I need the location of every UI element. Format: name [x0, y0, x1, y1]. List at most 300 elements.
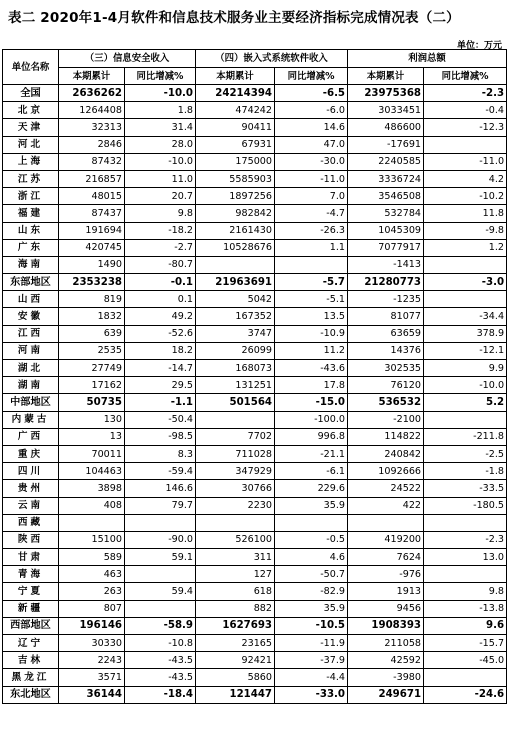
- cell-yoy: -33.5: [424, 480, 507, 497]
- cell-yoy: 13.5: [275, 308, 348, 325]
- cell-yoy: -5.7: [275, 274, 348, 291]
- region-name: 云南: [3, 497, 59, 514]
- region-name: 中部地区: [3, 394, 59, 411]
- table-row: [3, 291, 507, 308]
- region-name: 四川: [3, 463, 59, 480]
- cell-yoy: -4.7: [275, 205, 348, 222]
- cell-yoy: -98.5: [125, 428, 196, 445]
- region-name: 甘肃: [3, 549, 59, 566]
- cell-yoy: 79.7: [125, 497, 196, 514]
- cell-yoy: 1.2: [424, 239, 507, 256]
- cell-yoy: -12.3: [424, 119, 507, 136]
- cell-cumulative: [348, 514, 424, 531]
- cell-yoy: -50.7: [275, 566, 348, 583]
- cell-yoy: -2.5: [424, 445, 507, 462]
- table-row: [3, 583, 507, 600]
- region-name: 东北地区: [3, 686, 59, 703]
- cell-yoy: -12.1: [424, 342, 507, 359]
- cell-yoy: -2.3: [424, 85, 507, 102]
- cell-cumulative: [196, 256, 275, 273]
- cell-cumulative: 2243: [59, 652, 125, 669]
- cell-yoy: 4.2: [424, 170, 507, 187]
- table-row: [3, 188, 507, 205]
- table-row: [3, 205, 507, 222]
- cell-cumulative: 3747: [196, 325, 275, 342]
- region-name: 吉林: [3, 652, 59, 669]
- cell-yoy: -50.4: [125, 411, 196, 428]
- table-row: [3, 377, 507, 394]
- cell-cumulative: 21280773: [348, 274, 424, 291]
- cell-yoy: 1.8: [125, 102, 196, 119]
- table-row: [3, 119, 507, 136]
- header-group-profit: 利润总额: [348, 50, 507, 68]
- cell-yoy: -3.0: [424, 274, 507, 291]
- cell-yoy: 5.2: [424, 394, 507, 411]
- cell-cumulative: 81077: [348, 308, 424, 325]
- region-name: 北京: [3, 102, 59, 119]
- cell-cumulative: 536532: [348, 394, 424, 411]
- header-yoy: 同比增减%: [125, 68, 196, 85]
- cell-yoy: -26.3: [275, 222, 348, 239]
- cell-cumulative: 7624: [348, 549, 424, 566]
- cell-yoy: -58.9: [125, 617, 196, 634]
- cell-yoy: 59.1: [125, 549, 196, 566]
- cell-yoy: -13.8: [424, 600, 507, 617]
- cell-yoy: -33.0: [275, 686, 348, 703]
- cell-yoy: [424, 514, 507, 531]
- table-row: [3, 136, 507, 153]
- cell-yoy: 8.3: [125, 445, 196, 462]
- cell-cumulative: 2161430: [196, 222, 275, 239]
- region-name: 天津: [3, 119, 59, 136]
- cell-cumulative: 5860: [196, 669, 275, 686]
- cell-cumulative: 50735: [59, 394, 125, 411]
- cell-cumulative: 87432: [59, 153, 125, 170]
- cell-cumulative: 13: [59, 428, 125, 445]
- region-name: 东部地区: [3, 274, 59, 291]
- cell-cumulative: -17691: [348, 136, 424, 153]
- cell-yoy: -18.4: [125, 686, 196, 703]
- cell-cumulative: 10528676: [196, 239, 275, 256]
- region-name: 西部地区: [3, 617, 59, 634]
- cell-yoy: -10.8: [125, 635, 196, 652]
- region-name: 山东: [3, 222, 59, 239]
- cell-yoy: -10.0: [424, 377, 507, 394]
- table-row-summary: [3, 85, 507, 102]
- cell-cumulative: 24522: [348, 480, 424, 497]
- region-name: 江苏: [3, 170, 59, 187]
- header-region: 单位名称: [3, 50, 59, 85]
- cell-yoy: -59.4: [125, 463, 196, 480]
- cell-yoy: -2.7: [125, 239, 196, 256]
- cell-cumulative: 2636262: [59, 85, 125, 102]
- cell-cumulative: 1897256: [196, 188, 275, 205]
- cell-cumulative: 3546508: [348, 188, 424, 205]
- cell-yoy: 9.8: [125, 205, 196, 222]
- cell-yoy: -18.2: [125, 222, 196, 239]
- cell-yoy: -15.0: [275, 394, 348, 411]
- cell-cumulative: 1832: [59, 308, 125, 325]
- table-row: [3, 428, 507, 445]
- cell-cumulative: 2535: [59, 342, 125, 359]
- region-name: 福建: [3, 205, 59, 222]
- cell-yoy: -90.0: [125, 531, 196, 548]
- cell-cumulative: 263: [59, 583, 125, 600]
- region-name: 重庆: [3, 445, 59, 462]
- cell-cumulative: 131251: [196, 377, 275, 394]
- cell-yoy: -1.1: [125, 394, 196, 411]
- table-row: [3, 635, 507, 652]
- cell-yoy: [424, 669, 507, 686]
- cell-yoy: -1.8: [424, 463, 507, 480]
- cell-cumulative: [196, 514, 275, 531]
- cell-yoy: [125, 600, 196, 617]
- cell-cumulative: -1413: [348, 256, 424, 273]
- cell-yoy: 59.4: [125, 583, 196, 600]
- cell-yoy: -80.7: [125, 256, 196, 273]
- cell-cumulative: 501564: [196, 394, 275, 411]
- cell-cumulative: 167352: [196, 308, 275, 325]
- cell-yoy: [275, 514, 348, 531]
- cell-yoy: -52.6: [125, 325, 196, 342]
- cell-cumulative: 1092666: [348, 463, 424, 480]
- region-name: 辽宁: [3, 635, 59, 652]
- cell-cumulative: 196146: [59, 617, 125, 634]
- cell-yoy: [125, 514, 196, 531]
- cell-yoy: 13.0: [424, 549, 507, 566]
- region-name: 广西: [3, 428, 59, 445]
- cell-cumulative: 211058: [348, 635, 424, 652]
- cell-yoy: 31.4: [125, 119, 196, 136]
- cell-cumulative: 26099: [196, 342, 275, 359]
- unit-label: 单位：万元: [456, 41, 502, 51]
- cell-yoy: -10.0: [125, 153, 196, 170]
- cell-cumulative: 23165: [196, 635, 275, 652]
- table-row: [3, 102, 507, 119]
- cell-cumulative: 1627693: [196, 617, 275, 634]
- cell-cumulative: 7702: [196, 428, 275, 445]
- cell-cumulative: 1908393: [348, 617, 424, 634]
- table-row: [3, 325, 507, 342]
- cell-yoy: [424, 566, 507, 583]
- cell-yoy: 14.6: [275, 119, 348, 136]
- table-row: [3, 411, 507, 428]
- header-cumulative: 本期累计: [348, 68, 424, 85]
- region-name: 全国: [3, 85, 59, 102]
- region-name: 新疆: [3, 600, 59, 617]
- cell-yoy: 7.0: [275, 188, 348, 205]
- cell-cumulative: 30330: [59, 635, 125, 652]
- cell-cumulative: 819: [59, 291, 125, 308]
- region-name: 浙江: [3, 188, 59, 205]
- table-row-summary: [3, 274, 507, 291]
- cell-cumulative: 90411: [196, 119, 275, 136]
- cell-cumulative: 17162: [59, 377, 125, 394]
- cell-cumulative: 807: [59, 600, 125, 617]
- cell-yoy: 229.6: [275, 480, 348, 497]
- cell-cumulative: 526100: [196, 531, 275, 548]
- table-row-summary: [3, 617, 507, 634]
- cell-cumulative: -976: [348, 566, 424, 583]
- table-row: [3, 514, 507, 531]
- cell-yoy: 146.6: [125, 480, 196, 497]
- cell-yoy: -30.0: [275, 153, 348, 170]
- cell-yoy: 29.5: [125, 377, 196, 394]
- page-title: 表二 2020年1-4月软件和信息技术服务业主要经济指标完成情况表（二）: [8, 10, 460, 26]
- cell-cumulative: 532784: [348, 205, 424, 222]
- cell-cumulative: 63659: [348, 325, 424, 342]
- table-row: [3, 445, 507, 462]
- cell-cumulative: 168073: [196, 360, 275, 377]
- region-name: 贵州: [3, 480, 59, 497]
- cell-yoy: 17.8: [275, 377, 348, 394]
- table-row: [3, 566, 507, 583]
- cell-yoy: 18.2: [125, 342, 196, 359]
- cell-yoy: -4.4: [275, 669, 348, 686]
- cell-cumulative: 420745: [59, 239, 125, 256]
- cell-yoy: -37.9: [275, 652, 348, 669]
- table-row: [3, 153, 507, 170]
- cell-cumulative: 3033451: [348, 102, 424, 119]
- cell-yoy: -5.1: [275, 291, 348, 308]
- cell-yoy: -34.4: [424, 308, 507, 325]
- table-row: [3, 480, 507, 497]
- cell-cumulative: 36144: [59, 686, 125, 703]
- table-row: [3, 170, 507, 187]
- cell-yoy: 11.0: [125, 170, 196, 187]
- header-yoy: 同比增减%: [424, 68, 507, 85]
- cell-yoy: -10.5: [275, 617, 348, 634]
- table-row: [3, 549, 507, 566]
- cell-cumulative: 2240585: [348, 153, 424, 170]
- cell-cumulative: 249671: [348, 686, 424, 703]
- cell-cumulative: 130: [59, 411, 125, 428]
- region-name: 河北: [3, 136, 59, 153]
- cell-yoy: -6.5: [275, 85, 348, 102]
- cell-yoy: -100.0: [275, 411, 348, 428]
- cell-yoy: -11.9: [275, 635, 348, 652]
- cell-cumulative: -1235: [348, 291, 424, 308]
- cell-cumulative: 32313: [59, 119, 125, 136]
- cell-cumulative: 15100: [59, 531, 125, 548]
- cell-cumulative: 711028: [196, 445, 275, 462]
- cell-yoy: -0.5: [275, 531, 348, 548]
- cell-cumulative: 67931: [196, 136, 275, 153]
- cell-cumulative: 3336724: [348, 170, 424, 187]
- cell-yoy: 0.1: [125, 291, 196, 308]
- table-row-summary: [3, 394, 507, 411]
- cell-yoy: [424, 291, 507, 308]
- cell-cumulative: 121447: [196, 686, 275, 703]
- table-row: [3, 222, 507, 239]
- table-row: [3, 308, 507, 325]
- table-row: [3, 669, 507, 686]
- cell-yoy: -0.1: [125, 274, 196, 291]
- cell-cumulative: 114822: [348, 428, 424, 445]
- cell-cumulative: 982842: [196, 205, 275, 222]
- cell-cumulative: 92421: [196, 652, 275, 669]
- cell-yoy: -6.1: [275, 463, 348, 480]
- header-group-embedded-software: （四）嵌入式系统软件收入: [196, 50, 348, 68]
- header-group-info-security: （三）信息安全收入: [59, 50, 196, 68]
- cell-cumulative: 127: [196, 566, 275, 583]
- cell-cumulative: 311: [196, 549, 275, 566]
- cell-yoy: 47.0: [275, 136, 348, 153]
- cell-cumulative: 240842: [348, 445, 424, 462]
- cell-cumulative: 2230: [196, 497, 275, 514]
- region-name: 上海: [3, 153, 59, 170]
- cell-yoy: -11.0: [424, 153, 507, 170]
- cell-cumulative: 419200: [348, 531, 424, 548]
- cell-cumulative: 27749: [59, 360, 125, 377]
- cell-cumulative: 14376: [348, 342, 424, 359]
- cell-yoy: 378.9: [424, 325, 507, 342]
- cell-yoy: 4.6: [275, 549, 348, 566]
- cell-yoy: 35.9: [275, 497, 348, 514]
- cell-cumulative: 347929: [196, 463, 275, 480]
- cell-yoy: [275, 256, 348, 273]
- cell-yoy: 9.6: [424, 617, 507, 634]
- cell-cumulative: 1913: [348, 583, 424, 600]
- cell-cumulative: 474242: [196, 102, 275, 119]
- table-row: [3, 256, 507, 273]
- cell-cumulative: 639: [59, 325, 125, 342]
- cell-cumulative: 486600: [348, 119, 424, 136]
- header-cumulative: 本期累计: [59, 68, 125, 85]
- cell-cumulative: 1264408: [59, 102, 125, 119]
- cell-yoy: [125, 566, 196, 583]
- region-name: 海南: [3, 256, 59, 273]
- cell-yoy: 35.9: [275, 600, 348, 617]
- cell-yoy: 1.1: [275, 239, 348, 256]
- cell-cumulative: 7077917: [348, 239, 424, 256]
- table-row: [3, 239, 507, 256]
- cell-yoy: -43.5: [125, 669, 196, 686]
- cell-yoy: 11.8: [424, 205, 507, 222]
- cell-cumulative: 463: [59, 566, 125, 583]
- cell-cumulative: 2353238: [59, 274, 125, 291]
- cell-yoy: -43.6: [275, 360, 348, 377]
- cell-yoy: 9.8: [424, 583, 507, 600]
- cell-yoy: 996.8: [275, 428, 348, 445]
- cell-cumulative: 408: [59, 497, 125, 514]
- region-name: 江西: [3, 325, 59, 342]
- cell-yoy: 20.7: [125, 188, 196, 205]
- region-name: 广东: [3, 239, 59, 256]
- cell-yoy: -15.7: [424, 635, 507, 652]
- cell-cumulative: 48015: [59, 188, 125, 205]
- table-row: [3, 342, 507, 359]
- cell-yoy: -43.5: [125, 652, 196, 669]
- cell-yoy: -6.0: [275, 102, 348, 119]
- cell-cumulative: 5585903: [196, 170, 275, 187]
- cell-cumulative: 589: [59, 549, 125, 566]
- cell-yoy: -21.1: [275, 445, 348, 462]
- cell-cumulative: 87437: [59, 205, 125, 222]
- table-row: [3, 497, 507, 514]
- cell-cumulative: [59, 514, 125, 531]
- cell-cumulative: 216857: [59, 170, 125, 187]
- cell-yoy: [424, 256, 507, 273]
- region-name: 西藏: [3, 514, 59, 531]
- cell-yoy: [424, 411, 507, 428]
- region-name: 青海: [3, 566, 59, 583]
- cell-yoy: -24.6: [424, 686, 507, 703]
- cell-cumulative: 3571: [59, 669, 125, 686]
- cell-yoy: -0.4: [424, 102, 507, 119]
- cell-cumulative: 21963691: [196, 274, 275, 291]
- cell-yoy: [424, 136, 507, 153]
- cell-cumulative: 618: [196, 583, 275, 600]
- data-table: [2, 49, 507, 704]
- table-row: [3, 531, 507, 548]
- region-name: 湖南: [3, 377, 59, 394]
- cell-yoy: 49.2: [125, 308, 196, 325]
- region-name: 山西: [3, 291, 59, 308]
- cell-yoy: 28.0: [125, 136, 196, 153]
- cell-cumulative: 2846: [59, 136, 125, 153]
- region-name: 宁夏: [3, 583, 59, 600]
- region-name: 陕西: [3, 531, 59, 548]
- table-row: [3, 360, 507, 377]
- cell-cumulative: 23975368: [348, 85, 424, 102]
- cell-yoy: -9.8: [424, 222, 507, 239]
- cell-cumulative: 9456: [348, 600, 424, 617]
- table-row: [3, 600, 507, 617]
- cell-cumulative: 3898: [59, 480, 125, 497]
- region-name: 内蒙古: [3, 411, 59, 428]
- table-row: [3, 652, 507, 669]
- cell-yoy: -11.0: [275, 170, 348, 187]
- region-name: 河南: [3, 342, 59, 359]
- header-yoy: 同比增减%: [275, 68, 348, 85]
- cell-cumulative: [196, 411, 275, 428]
- cell-yoy: -211.8: [424, 428, 507, 445]
- cell-cumulative: 302535: [348, 360, 424, 377]
- cell-cumulative: 175000: [196, 153, 275, 170]
- cell-cumulative: -3980: [348, 669, 424, 686]
- region-name: 安徽: [3, 308, 59, 325]
- cell-yoy: -2.3: [424, 531, 507, 548]
- table-row-summary: [3, 686, 507, 703]
- table-row: [3, 463, 507, 480]
- cell-cumulative: 1045309: [348, 222, 424, 239]
- cell-yoy: -10.9: [275, 325, 348, 342]
- cell-cumulative: 422: [348, 497, 424, 514]
- cell-cumulative: 191694: [59, 222, 125, 239]
- cell-cumulative: 5042: [196, 291, 275, 308]
- cell-yoy: -10.0: [125, 85, 196, 102]
- cell-yoy: -180.5: [424, 497, 507, 514]
- cell-yoy: -10.2: [424, 188, 507, 205]
- cell-cumulative: 882: [196, 600, 275, 617]
- cell-cumulative: 104463: [59, 463, 125, 480]
- cell-cumulative: 42592: [348, 652, 424, 669]
- cell-cumulative: 30766: [196, 480, 275, 497]
- cell-yoy: 11.2: [275, 342, 348, 359]
- table-body: [3, 85, 507, 704]
- cell-cumulative: 76120: [348, 377, 424, 394]
- cell-cumulative: -2100: [348, 411, 424, 428]
- cell-yoy: 9.9: [424, 360, 507, 377]
- cell-cumulative: 24214394: [196, 85, 275, 102]
- cell-yoy: -14.7: [125, 360, 196, 377]
- cell-cumulative: 70011: [59, 445, 125, 462]
- cell-cumulative: 1490: [59, 256, 125, 273]
- region-name: 黑龙江: [3, 669, 59, 686]
- region-name: 湖北: [3, 360, 59, 377]
- cell-yoy: -82.9: [275, 583, 348, 600]
